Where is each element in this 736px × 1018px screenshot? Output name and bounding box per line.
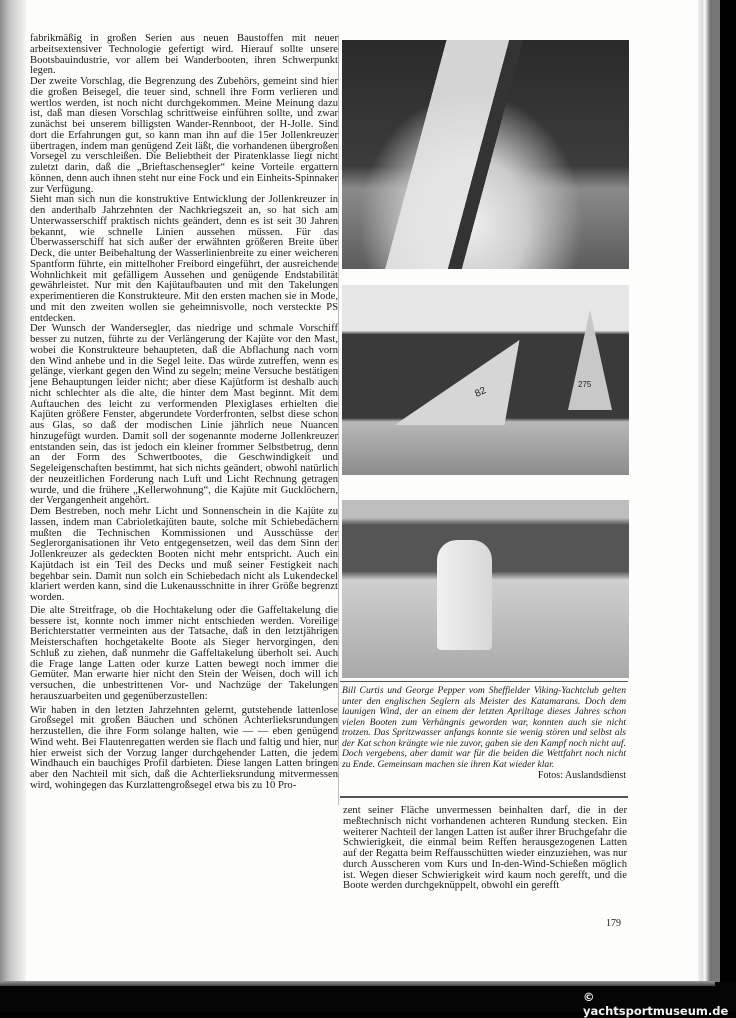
page-number: 179: [606, 918, 621, 929]
catamaran-hull: [437, 540, 492, 650]
sail-number: 82: [473, 385, 488, 400]
photo-dinghies-racing: [342, 285, 629, 475]
paragraph: Die alte Streitfrage, ob die Hochtakelung oder die Gaffeltakelung die bessere ist, konnte noch immer nicht entschieden werden. Voreilige Berichterstatter vermeinten aus der Tatsache, daß in den letztjährigen Meisterschaften hochgetakelte Boote als Sieger hervorgingen, den Schluß zu ziehen, daß nunmehr die Gaffeltakelung überholt sei. Auch die Frage lange Latten oder kurze Latten bewegt noch immer die Gemüter. Man erwarte hier nicht den Stein der Weisen, doch will ich versuchen, die unbestrittenen Vor- und Nachzüge der Takelungen herauszuarbeiten und gegenüberzustellen:: [30, 604, 338, 702]
left-column-text: [30, 34, 338, 792]
sail-number: 275: [578, 380, 592, 389]
right-column-text: [343, 806, 627, 892]
sail: [395, 340, 520, 425]
page-edge: [698, 0, 712, 985]
paragraph: Dem Bestreben, noch mehr Licht und Sonnenschein in die Kajüte zu lassen, indem man Cabrioletkajüten baute, solche mit Schiebedächern mußten die Technischen Kommissionen und Ausschüsse der Seglerorganisationen ihr Veto entgegensetzen, weil das dem Sinn der Jollenkreuzer als gedeckten Booten nicht mehr entspricht. Auch ein Kajütdach ist ein Teil des Decks und muß seiner Festigkeit nach begehbar sein. Damit nun solch ein Schiebedach nicht als Lukendeckel klariert werden kann, sind die Lukenausschnitte in ihrer Größe begrenzt worden.: [30, 506, 338, 603]
paragraph: Der zweite Vorschlag, die Begrenzung des Zubehörs, gemeint sind hier die großen Beisegel, die teuer sind, schnell ihre Form verlieren und wertlos werden, ist noch nicht durchgekommen. Meine Meinung dazu ist, daß man diesen Vorschlag schrittweise einführen sollte, und zwar zunächst bei unserem billigsten Wander-Rennboot, der H-Jolle. Sind dort die Erfahrungen gut, so kann man ihn auf die 15er Jollenkreuzer übertragen, indem man genügend Zeit läßt, die vorhandenen übergroßen Vorsegel zu verschleißen. Die Beliebtheit der Piratenklasse liegt nicht zuletzt darin, daß die „Brieftaschensegler“ keine Vorteile ergattern können, denn auch ihnen steht nur eine Fock und ein Einheits-Spinnaker zur Verfügung.: [30, 76, 338, 195]
binding-shadow: [0, 0, 26, 985]
photo-sailors-righting-catamaran: [342, 500, 629, 678]
paragraph: Der Wunsch der Wandersegler, das niedrige und schmale Vorschiff besser zu nutzen, führte zu der Verlängerung der Kajüte vor den Mast, wobei die Konstrukteure behaupteten, daß die Abflachung nach vorn den Wind anhebe und in die Segel leite. Das würde zutreffen, wenn es gelänge, vierkant gegen den Wind zu segeln; meine Versuche bestätigen jene Behauptungen leider nicht; aber diese Kajütform ist deshalb auch nicht schlechter als die alte, die hinter dem Mast beginnt. Mit dem Auftauchen des leicht zu verformenden Plexiglases erhielten die Kajüten größere Fenster, abgerundete Vorderfronten, selbst diese schon aus Glas, so daß der modischen Linie jährlich neue Nuancen hinzugefügt wurden. Damit soll der sogenannte moderne Jollenkreuzer entstanden sein, das ist jedoch ein kleiner frommer Selbstbetrug, denn an der Form des Schwertbootes, die Geschwindigkeit und Segeleigenschaften bestimmt, hat sich nichts geändert, obwohl natürlich der neuzeitlichen Forderung nach Luft und Licht Rechnung getragen wurde, und die frühere „Kellerwohnung“, die Kajüte mit Gucklöchern, der Vergangenheit angehört.: [30, 323, 338, 507]
book-bottom-edge: [0, 981, 715, 986]
photo-credit: Fotos: Auslandsdienst: [537, 770, 626, 781]
photo-caption: [340, 681, 628, 798]
sail: [568, 310, 612, 410]
photo-catamaran-capsizing: [342, 40, 629, 269]
paragraph: zent seiner Fläche unvermessen beinhalten darf, die in der meßtechnisch nicht vorhandenen achteren Rundung stecken. Ein weiterer Nachteil der langen Latten ist außer ihrer Bruchgefahr die Schwierigkeit, die einmal beim Reffen herausgezogenen Latten auf der Regatta beim Reffausschütten wieder einzuziehen, was nur durch Ausscheren vom Kurs und In-den-Wind-Schießen möglich ist. Wegen dieser Schwierigkeit wird kaum noch gerefft, und die Boote werden durchgeknüppelt, obwohl ein gerefft: [343, 805, 627, 892]
paragraph: Sieht man sich nun die konstruktive Entwicklung der Jollenkreuzer in den anderthalb Jahrzehnten der Nachkriegszeit an, so hat sich am Unterwasserschiff praktisch nichts geändert, denn es ist seit 30 Jahren bekannt, wie schnelle Linien aussehen müssen. Für das Überwasserschiff hat sich außer der erwähnten größeren Breite über Deck, die unter Beibehaltung der Wasserlinienbreite zu einer weicheren Spantform führte, ein mittelhoher Freibord eingeführt, der ausreichende Wohnlichkeit mit gefälligem Aussehen und genügende Endstabilität gewährleistet. Nur mit den Kajütaufbauten und mit den Takelungen experimentieren die Konstrukteure. Mit den ersten machen sie in Mode, und mit den zweiten wollen sie geheimnisvolle, noch versteckte PS entdecken.: [30, 194, 338, 324]
caption-text: Bill Curtis und George Pepper vom Sheffielder Viking-Yachtclub gelten unter den englischen Seglern als Meister des Katamarans. Doch dem launigen Wind, der an einem der letzten Apriltage dieses Jahres schon vielen Booten zum Verhängnis geworden war, konnten auch sie nicht trotzen. Das Spritzwasser anfangs konnte sie wenig stören und selbst als der Kat schon krängte wie nie zuvor, gaben sie den Kampf noch nicht auf. Doch vergebens, aber damit war für die beiden die Wettfahrt noch nicht zu Ende. Gemeinsam machen sie ihren Kat wieder klar.: [342, 685, 626, 770]
paragraph: Wir haben in den letzten Jahrzehnten gelernt, gutstehende lattenlose Großsegel mit großen Bäuchen und schönen Achterlieksrundungen herzustellen, die ihre Form solange halten, wie — — eben genügend Wind weht. Bei Flautenregatten werden sie flach und faltig und hier, nur hier erweist sich der Vorzug langer durchgehender Latten, die jedem Windhauch ein bauchiges Profil darbieten. Diese langen Latten bringen aber den Nachteil mit sich, daß die Achterlieksrundung mitvermessen wird, wohingegen das Kurzlattengroßsegel etwa bis zu 10 Pro-: [30, 704, 338, 791]
paragraph: fabrikmäßig in großen Serien aus neuen Baustoffen mit neuer arbeitsextensiver Technologie gefertigt wird. Hierauf sollte unsere Bootsbauindustrie, vor allem bei Wanderbooten, ihren Schwerpunkt legen.: [30, 33, 338, 77]
book-cover-edge: [712, 0, 720, 990]
column-divider: [338, 35, 339, 805]
watermark: © yachtsportmuseum.de: [583, 990, 729, 1018]
